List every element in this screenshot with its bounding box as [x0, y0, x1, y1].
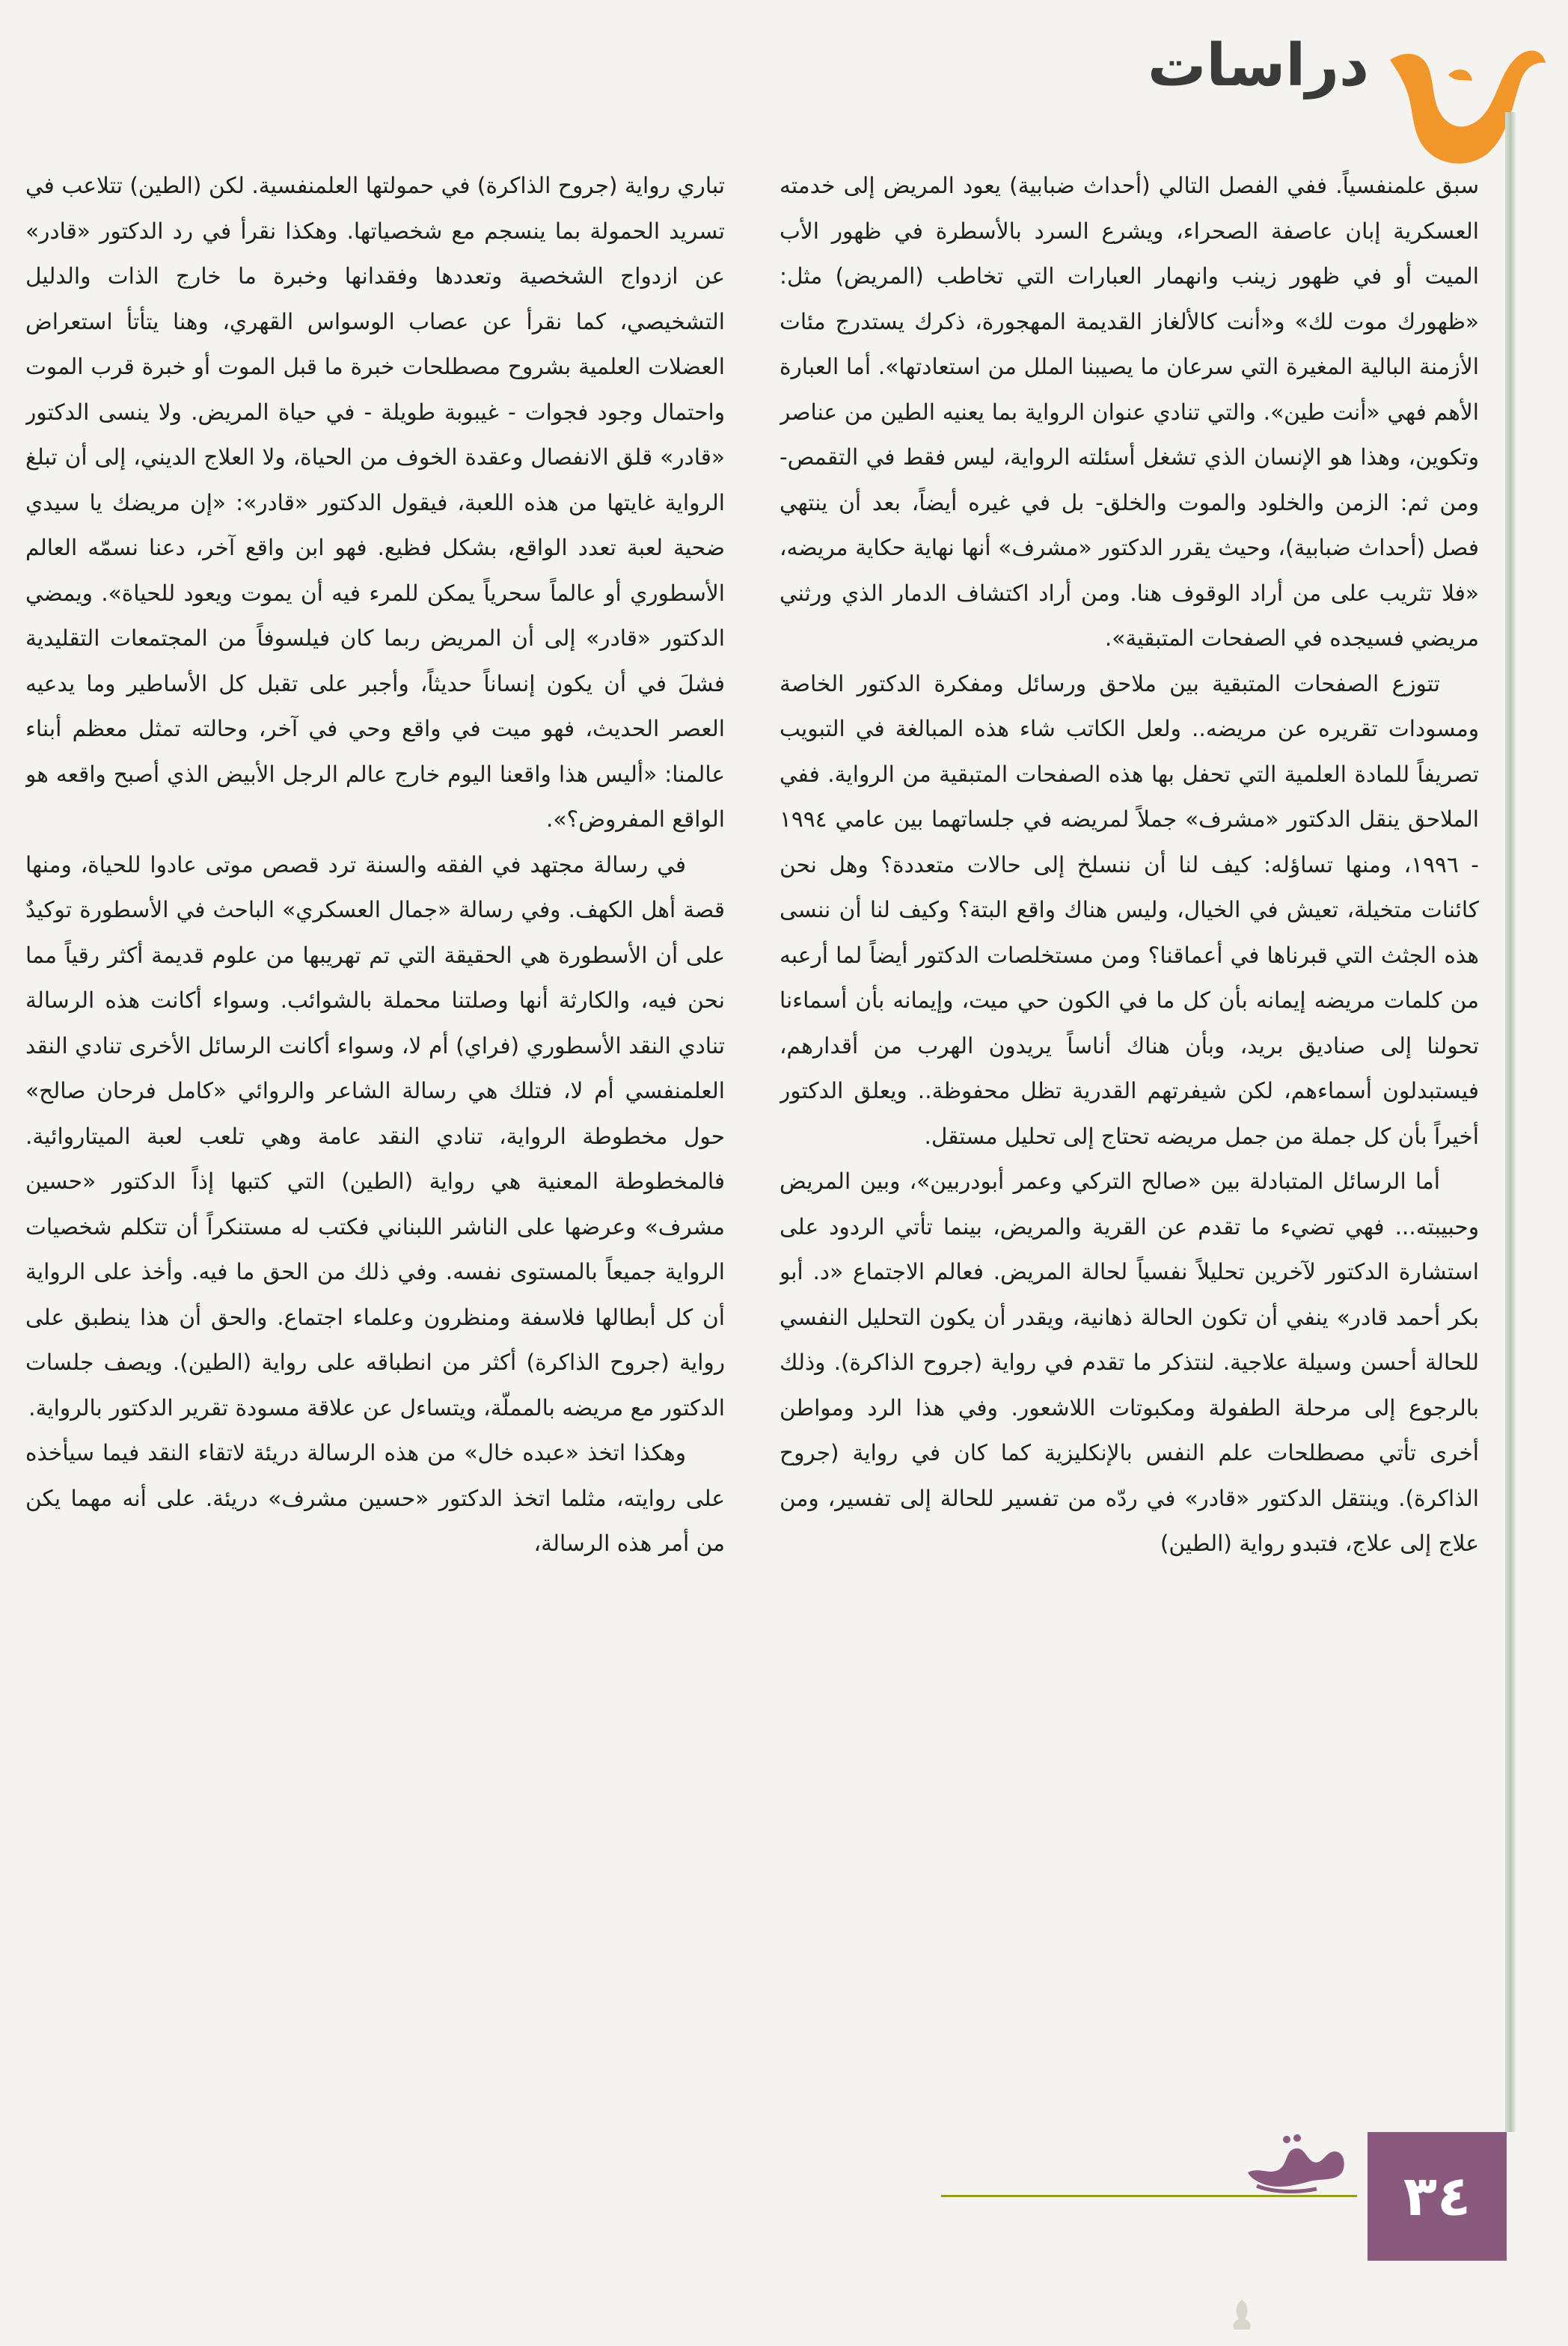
- paragraph: تتوزع الصفحات المتبقية بين ملاحق ورسائل ومفكرة الدكتور الخاصة ومسودات تقريره عن مريضه.. ولعل الكاتب شاء هذه المبالغة في التبويب تصريفاً للمادة العلمية التي تحفل بها هذه الصفحات المتبقية من الرواية. ففي الملاحق ينقل الدكتور «مشرف» جملاً لمريضه في جلساتهما بين عامي ١٩٩٤ - ١٩٩٦، ومنها تساؤله: كيف لنا أن ننسلخ إلى حالات متعددة؟ وهل نحن كائنات متخيلة، تعيش في الخيال، وليس هناك واقع البتة؟ وكيف لنا أن ننسى هذه الجثث التي قبرناها في أعماقنا؟ ومن مستخلصات الدكتور أيضاً لما أرعبه من كلمات مريضه إيمانه بأن كل ما في الكون حي ميت، وإيمانه بأن أسماءنا تحولنا إلى صناديق بريد، وبأن هناك أناساً يريدون الهرب من أقدارهم، فيستبدلون أسماءهم، لكن شيفرتهم القدرية تظل محفوظة.. ويعلق الدكتور أخيراً بأن كل جملة من جمل مريضه تحتاج إلى تحليل مستقل.: [780, 670, 1479, 1149]
- text-column-left: [25, 163, 725, 2093]
- side-rule: [1505, 112, 1516, 2132]
- page-number-box: [1368, 2132, 1507, 2261]
- page-number: ٣٤: [1403, 2164, 1471, 2229]
- paragraph: في رسالة مجتهد في الفقه والسنة ترد قصص موتى عادوا للحياة، ومنها قصة أهل الكهف. وفي رسالة «جمال العسكري» الباحث في الأسطورة توكيدٌ على أن الأسطورة هي الحقيقة التي تم تهريبها من علوم قديمة أكثر رقياً مما نحن فيه، والكارثة أنها وصلتنا محملة بالشوائب. وسواء أكانت هذه الرسالة تنادي النقد الأسطوري (فراي) أم لا، وسواء أكانت الرسائل الأخرى تنادي النقد العلمنفسي أم لا، فتلك هي رسالة الشاعر والروائي «كامل فرحان صالح» حول مخطوطة الرواية، تنادي النقد عامة وهي تلعب لعبة الميتاروائية. فالمخطوطة المعنية هي رواية (الطين) التي كتبها إذاً الدكتور «حسين مشرف» وعرضها على الناشر اللبناني فكتب له مستنكراً أن تتكلم شخصيات الرواية جميعاً بالمستوى نفسه. وفي ذلك من الحق ما فيه. وأخذ على الرواية أن كل أبطالها فلاسفة ومنظرون وعلماء اجتماع. والحق أن هذا ينطبق على رواية (جروح الذاكرة) أكثر من انطباقه على رواية (الطين). ويصف جلسات الدكتور مع مريضه بالمملّة، ويتساءل عن علاقة مسودة تقرير الدكتور بالرواية.: [25, 851, 725, 1421]
- paragraph: تباري رواية (جروح الذاكرة) في حمولتها العلمنفسية. لكن (الطين) تتلاعب في تسريد الحمولة بما ينسجم مع شخصياتها. وهكذا نقرأ في رد الدكتور «قادر» عن ازدواج الشخصية وتعددها وفقدانها وخبرة ما خارج الذات والدليل التشخيصي، كما نقرأ عن عصاب الوسواس القهري، وهنا يتأتأ استعراض العضلات العلمية بشروح مصطلحات خبرة ما قبل الموت أو خبرة قرب الموت واحتمال وجود فجوات - غيبوبة طويلة - في حياة المريض. ولا ينسى الدكتور «قادر» قلق الانفصال وعقدة الخوف من الحياة، ولا العلاج الديني، إلى أن تبلغ الرواية غايتها من هذه اللعبة، فيقول الدكتور «قادر»: «إن مريضك يا سيدي ضحية لعبة تعدد الواقع، بشكل فظيع. فهو ابن واقع آخر، دعنا نسمّه العالم الأسطوري أو عالماً سحرياً يمكن للمرء فيه أن يموت ويعود للحياة». ويمضي الدكتور «قادر» إلى أن المريض ربما كان فيلسوفاً من المجتمعات التقليدية فشلَ في أن يكون إنساناً حديثاً، وأجبر على تقبل كل الأساطير وما يدعيه العصر الحديث، فهو ميت في واقع وحي في آخر، وحالته تمثل معظم أبناء عالمنا: «أليس هذا واقعنا اليوم خارج عالم الرجل الأبيض الذي أصبح واقعه هو الواقع المفروض؟».: [25, 173, 725, 832]
- paragraph: سبق علمنفسياً. ففي الفصل التالي (أحداث ضبابية) يعود المريض إلى خدمته العسكرية إبان عاصفة الصحراء، ويشرع السرد بالأسطرة في ظهور الأب الميت أو في ظهور زينب وانهمار العبارات التي تخاطب (المريض) مثل: «ظهورك موت لك» و«أنت كالألغاز القديمة المهجورة، ذكرك يستدرج مئات الأزمنة البالية المغيرة التي سرعان ما يصيبنا الملل من استعادتها». أما العبارة الأهم فهي «أنت طين». والتي تنادي عنوان الرواية بما يعنيه الطين من عناصر وتكوين، وهذا هو الإنسان الذي تشغل أسئلته الرواية، ليس فقط في التقمص- ومن ثم: الزمن والخلود والموت والخلق- بل في غيره أيضاً، بعد أن ينتهي فصل (أحداث ضبابية)، وحيث يقرر الدكتور «مشرف» أنها نهاية حكاية مريضه، «فلا تثريب على من أراد الوقوف هنا. ومن أراد اكتشاف الدمار الذي ورثني مريضي فسيجده في الصفحات المتبقية».: [780, 173, 1479, 651]
- footer-rule: [941, 2195, 1357, 2197]
- ornament-icon: [1227, 2297, 1257, 2331]
- paragraph: أما الرسائل المتبادلة بين «صالح التركي وعمر أبودربين»، وبين المريض وحبيبته... فهي تضيء ما تقدم عن القرية والمريض، بينما تأتي الردود على استشارة الدكتور لآخرين تحليلاً نفسياً لحالة المريض. فعالم الاجتماع «د. أبو بكر أحمد قادر» ينفي أن تكون الحالة ذهانية، ويقدر أن يكون التحليل النفسي للحالة أحسن وسيلة علاجية. لنتذكر ما تقدم في رواية (جروح الذاكرة). وذلك بالرجوع إلى مرحلة الطفولة ومكبوتات اللاشعور. وفي هذا الرد ومواطن أخرى تأتي مصطلحات علم النفس بالإنكليزية كما كان في رواية (جروح الذاكرة). وينتقل الدكتور «قادر» في ردّه من تفسير للحالة إلى تفسير، ومن علاج إلى علاج، فتبدو رواية (الطين): [780, 1169, 1479, 1556]
- text-column-right: [780, 163, 1479, 2093]
- section-title: دراسات: [1147, 32, 1369, 99]
- section-logo-icon: [1376, 30, 1549, 172]
- paragraph: وهكذا اتخذ «عبده خال» من هذه الرسالة دريئة لاتقاء النقد فيما سيأخذه على روايته، مثلما اتخذ الدكتور «حسين مشرف» دريئة. على أنه مهما يكن من أمر هذه الرسالة،: [25, 1440, 725, 1556]
- magazine-logo: [1242, 2129, 1353, 2195]
